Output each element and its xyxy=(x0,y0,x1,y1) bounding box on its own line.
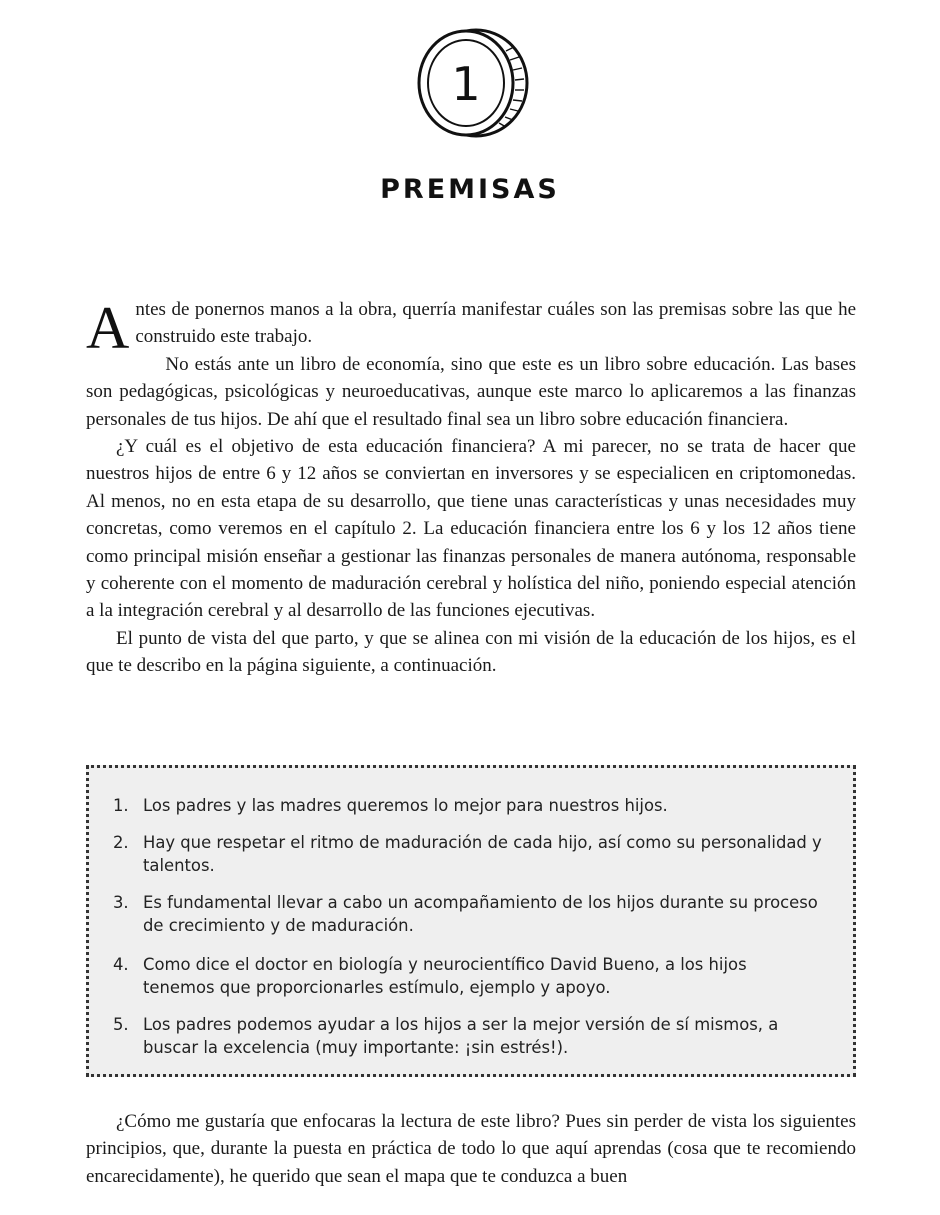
intro-text xyxy=(86,296,856,680)
list-item: 4. Como dice el doctor en biología y neurocientífico David Bueno, a los hijos tenemos que proporcionarles estímulo, ejemplo y apoyo. xyxy=(113,955,747,997)
drop-cap: A xyxy=(86,295,130,361)
paragraph-4: El punto de vista del que parto, y que se alinea con mi visión de la educación de los hijos, es el que te describo en la página siguiente, a continuación. xyxy=(86,627,856,677)
list-item: 2. Hay que respetar el ritmo de maduración de cada hijo, así como su personalidad y talentos. xyxy=(113,833,822,875)
coin-icon xyxy=(414,27,530,139)
premises-box xyxy=(86,765,856,1077)
list-item: 3. Es fundamental llevar a cabo un acompañamiento de los hijos durante su proceso de crecimiento y de maduración. xyxy=(113,893,818,935)
chapter-title: PREMISAS xyxy=(380,174,560,205)
paragraph-1: Antes de ponernos manos a la obra, querría manifestar cuáles son las premisas sobre las que he construido este trabajo. xyxy=(86,295,856,361)
chapter-number: 1 xyxy=(451,57,481,111)
list-item: 5. Los padres podemos ayudar a los hijos a ser la mejor versión de sí mismos, a buscar la excelencia (muy importante: ¡sin estrés!). xyxy=(113,1015,779,1057)
paragraph-3: ¿Y cuál es el objetivo de esta educación financiera? A mi parecer, no se trata de hacer que nuestros hijos de entre 6 y 12 años se conviertan en inversores y se especialicen en criptomonedas. Al menos, no en esta etapa de su desarrollo, que tiene unas características y unas necesidades muy concretas, como veremos en el capítulo 2. La educación financiera entre los 6 y los 12 años tiene como principal misión enseñar a gestionar las finanzas personales de manera autónoma, responsable y coherente con el momento de maduración cerebral y holística del niño, poniendo especial atención a la integración cerebral y al desarrollo de las funciones ejecutivas. xyxy=(86,436,856,622)
list-item: 1. Los padres y las madres queremos lo mejor para nuestros hijos. xyxy=(113,796,668,815)
closing-paragraph: ¿Cómo me gustaría que enfocaras la lectura de este libro? Pues sin perder de vista los siguientes principios, que, durante la puesta en práctica de todo lo que aquí aprendas (cosa que te recomiendo encarecidamente), he querido que sean el mapa que te conduzca a buen xyxy=(86,1111,856,1187)
closing-text xyxy=(86,1108,856,1190)
paragraph-2: No estás ante un libro de economía, sino que este es un libro sobre educación. Las bases son pedagógicas, psicológicas y neuroeducativas, aunque este marco lo aplicaremos a las finanzas personales de tus hijos. De ahí que el resultado final sea un libro sobre educación financiera. xyxy=(86,353,856,430)
